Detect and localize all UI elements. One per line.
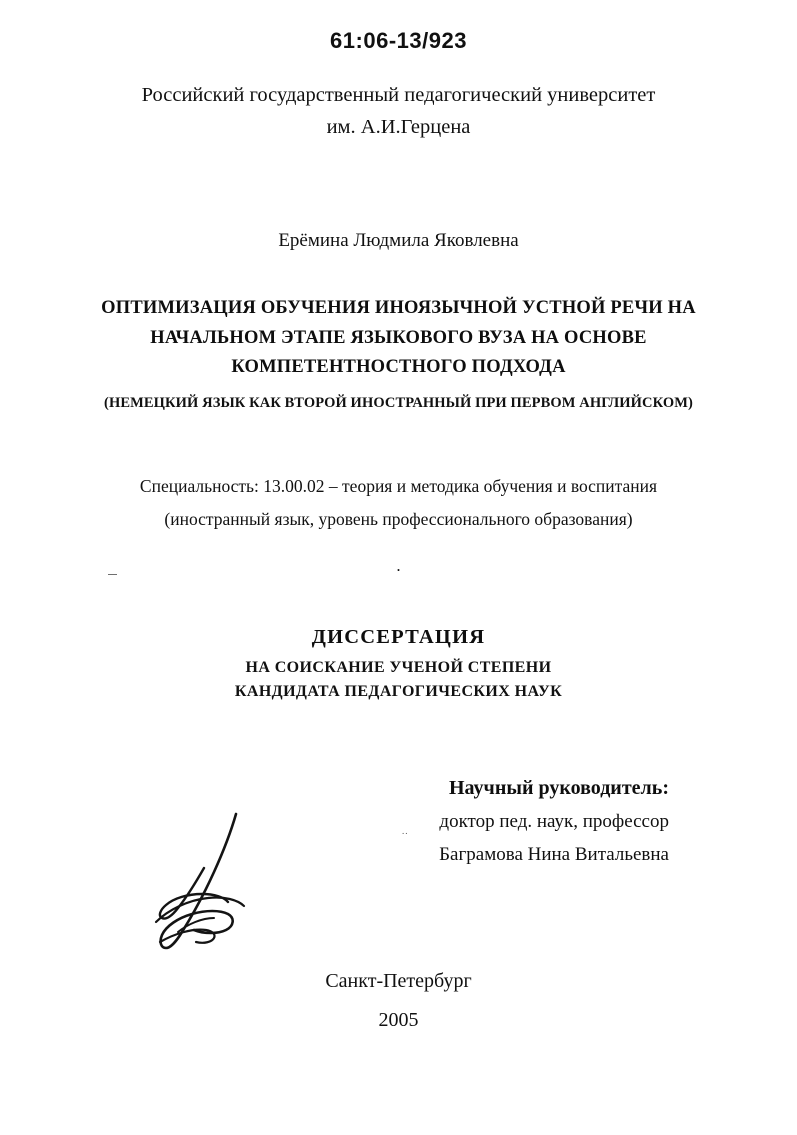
margin-dash <box>108 574 117 575</box>
institution-line-1: Российский государственный педагогический университет <box>141 84 656 106</box>
supervisor-degree: доктор пед. наук, профессор <box>439 811 669 833</box>
dot-marker: . <box>396 556 401 576</box>
thesis-degree-line-2: КАНДИДАТА ПЕДАГОГИЧЕСКИХ НАУК <box>234 683 563 701</box>
institution-line-2: им. А.И.Герцена <box>326 115 471 138</box>
supervisor-heading: Научный руководитель: <box>449 777 669 800</box>
thesis-word: ДИССЕРТАЦИЯ <box>311 626 486 649</box>
catalog-number: 61:06-13/923 <box>330 28 467 53</box>
supervisor-block <box>72 777 725 866</box>
title-page <box>0 28 797 1135</box>
title-line-3: КОМПЕТЕНТНОСТНОГО ПОДХОДА <box>231 357 566 378</box>
institution-name <box>72 80 725 144</box>
title-subtitle: (НЕМЕЦКИЙ ЯЗЫК КАК ВТОРОЙ ИНОСТРАННЫЙ ПРИ ПЕРВОМ АНГЛИЙСКОМ) <box>104 395 693 412</box>
speciality-block <box>72 470 725 535</box>
speciality-line-2: (иностранный язык, уровень профессионального образования) <box>164 508 633 529</box>
author-name: Ерёмина Людмила Яковлевна <box>278 229 519 251</box>
tiny-mark: .. <box>402 826 409 836</box>
publication-place: Санкт-Петербург <box>325 970 472 993</box>
title-line-2: НАЧАЛЬНОМ ЭТАПЕ ЯЗЫКОВОГО ВУЗА НА ОСНОВЕ <box>150 327 647 348</box>
thesis-declaration <box>72 626 725 701</box>
supervisor-name: Баграмова Нина Витальевна <box>439 844 669 866</box>
speciality-line-1: Специальность: 13.00.02 – теория и методика обучения и воспитания <box>139 476 658 497</box>
page-title <box>72 294 725 384</box>
thesis-degree-line-1: НА СОИСКАНИЕ УЧЕНОЙ СТЕПЕНИ <box>245 659 552 677</box>
title-line-1: ОПТИМИЗАЦИЯ ОБУЧЕНИЯ ИНОЯЗЫЧНОЙ УСТНОЙ РЕЧИ НА <box>101 297 696 318</box>
publication-year: 2005 <box>378 1009 419 1032</box>
